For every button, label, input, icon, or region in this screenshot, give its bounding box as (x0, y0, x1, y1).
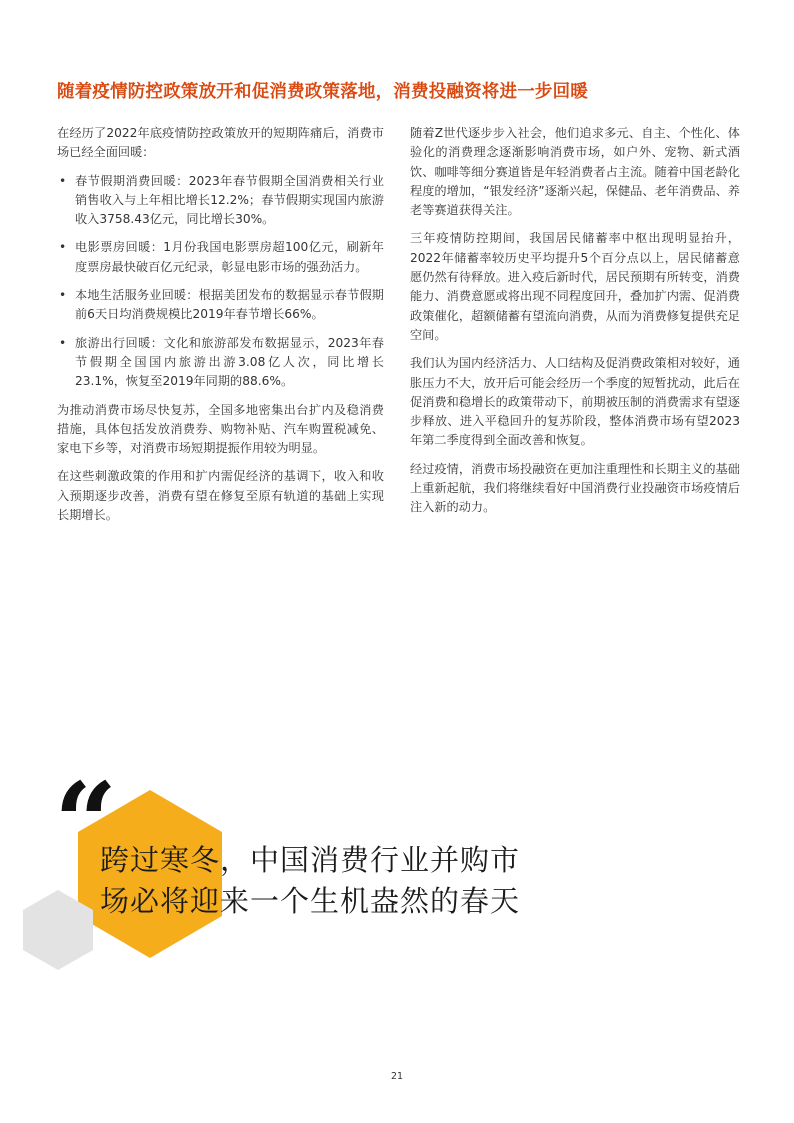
investment-paragraph: 经过疫情，消费市场投融资在更加注重理性和长期主义的基础上重新起航，我们将继续看好中国消费行业投融资市场疫情后注入新的动力。 (410, 461, 740, 515)
growth-paragraph: 在这些刺激政策的作用和扩内需促经济的基调下，收入和收入预期逐步改善，消费有望在修复至原有轨道的基础上实现长期增长。 (57, 469, 384, 523)
bullet-local-services: • 本地生活服务业回暖：根据美团发布的数据显示春节假期前6天日均消费规模比2019年春节增长66%。 (57, 286, 384, 325)
right-column (410, 124, 740, 527)
left-column (57, 124, 384, 534)
gen-z-paragraph: 随着Z世代逐步步入社会，他们追求多元、自主、个性化、体验化的消费理念逐渐影响消费市场，如户外、宠物、新式酒饮、咖啡等细分赛道皆是年轻消费者占主流。随着中国老龄化程度的增加，“银发经济”逐渐兴起，保健品、老年消费品、养老等赛道获得关注。 (410, 126, 740, 218)
pull-quote-line-1: 跨过寒冬，中国消费行业并购市 (100, 843, 521, 877)
pull-quote-line-2: 场必将迎来一个生机盎然的春天 (100, 884, 521, 918)
bullet-spring-festival: • 春节假期消费回暖：2023年春节假期全国消费相关行业销售收入与上年相比增长12.2%；春节假期实现国内旅游收入3758.43亿元，同比增长30%。 (57, 172, 384, 230)
section-title: 随着疫情防控政策放开和促消费政策落地，消费投融资将进一步回暖 (57, 82, 588, 102)
bullet-tourism: • 旅游出行回暖：文化和旅游部发布数据显示，2023年春节假期全国国内旅游出游3.08亿人次，同比增长23.1%，恢复至2019年同期的88.6%。 (57, 334, 384, 392)
recovery-bullet-list (57, 172, 384, 392)
pull-quote (100, 840, 660, 922)
savings-paragraph: 三年疫情防控期间，我国居民储蓄率中枢出现明显抬升，2022年储蓄率较历史平均提升5个百分点以上，居民储蓄意愿仍然有待释放。进入疫后新时代，居民预期有所转变，消费能力、消费意愿或将出现不同程度回升，叠加扩内需、促消费政策催化，超额储蓄有望流向消费，从而为消费修复提供充足空间。 (410, 231, 740, 342)
intro-paragraph: 在经历了2022年底疫情防控政策放开的短期阵痛后，消费市场已经全面回暖： (57, 126, 384, 160)
page-number: 21 (390, 1071, 404, 1082)
outlook-paragraph: 我们认为国内经济活力、人口结构及促消费政策相对较好，通胀压力不大，放开后可能会经历一个季度的短暂扰动，此后在促消费和稳增长的政策带动下，前期被压制的消费需求有望逐步释放、进入平稳回升的复苏阶段，整体消费市场有望2023年第二季度得到全面改善和恢复。 (410, 356, 740, 448)
quote-mark-icon: “ (54, 758, 118, 887)
bullet-box-office: • 电影票房回暖：1月份我国电影票房超100亿元，刷新年度票房最快破百亿元纪录，彰显电影市场的强劲活力。 (57, 238, 384, 277)
policy-paragraph: 为推动消费市场尽快复苏，全国多地密集出台扩内及稳消费措施，具体包括发放消费券、购物补贴、汽车购置税减免、家电下乡等，对消费市场短期提振作用较为明显。 (57, 402, 384, 456)
